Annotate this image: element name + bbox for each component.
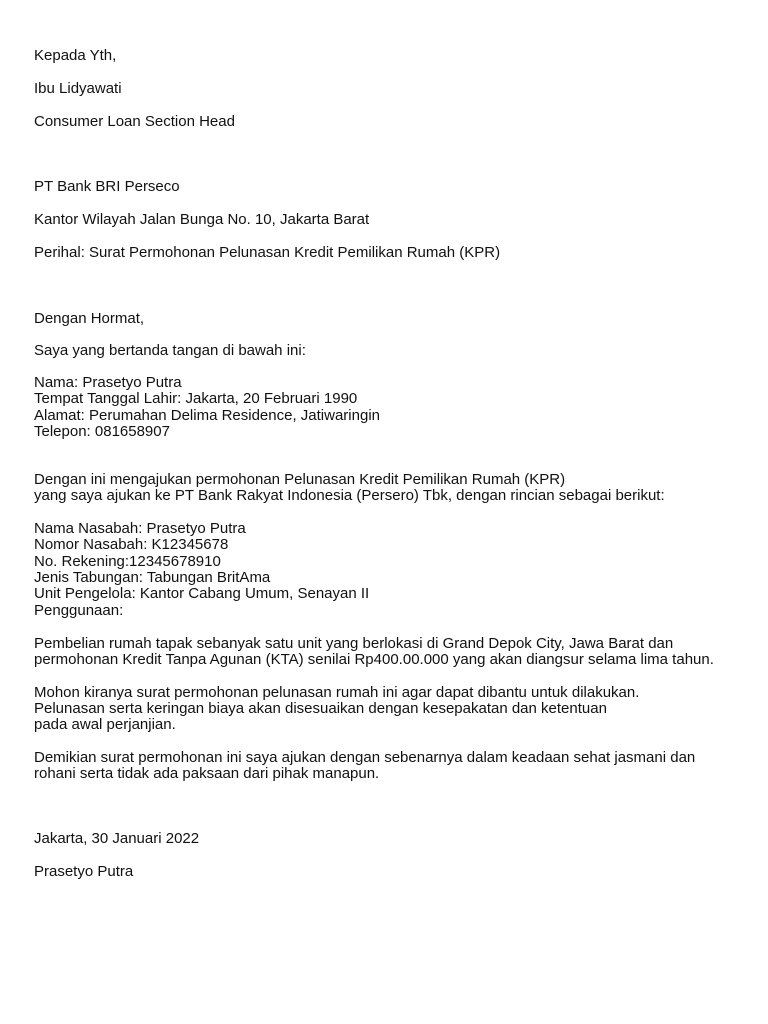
request-line-2: yang saya ajukan ke PT Bank Rakyat Indonesia (Persero) Tbk, dengan rincian sebagai berikut: <box>34 487 665 504</box>
recipient-name: Ibu Lidyawati <box>34 80 122 97</box>
detail-savings-type: Jenis Tabungan: Tabungan BritAma <box>34 569 271 586</box>
letter-date: Jakarta, 30 Januari 2022 <box>34 830 200 847</box>
recipient-address: Kantor Wilayah Jalan Bunga No. 10, Jakarta Barat <box>34 211 370 228</box>
usage-line-1: Pembelian rumah tapak sebanyak satu unit yang berlokasi di Grand Depok City, Jawa Barat dan <box>34 635 674 652</box>
signatory-name: Prasetyo Putra <box>34 863 134 880</box>
hope-line-1: Mohon kiranya surat permohonan pelunasan rumah ini agar dapat dibantu untuk dilakukan. <box>34 684 640 701</box>
hope-line-3: pada awal perjanjian. <box>34 716 176 733</box>
letter-subject: Perihal: Surat Permohonan Pelunasan Kredit Pemilikan Rumah (KPR) <box>34 244 501 261</box>
greeting: Dengan Hormat, <box>34 310 145 327</box>
request-line-1: Dengan ini mengajukan permohonan Pelunasan Kredit Pemilikan Rumah (KPR) <box>34 471 566 488</box>
closing-line-1: Demikian surat permohonan ini saya ajukan dengan sebenarnya dalam keadaan sehat jasmani dan <box>34 749 696 766</box>
applicant-name: Nama: Prasetyo Putra <box>34 374 182 391</box>
detail-usage-label: Penggunaan: <box>34 602 124 619</box>
recipient-position: Consumer Loan Section Head <box>34 113 235 130</box>
usage-line-2: permohonan Kredit Tanpa Agunan (KTA) senilai Rp400.00.000 yang akan diangsur selama lima tahun. <box>34 651 714 668</box>
detail-customer-number: Nomor Nasabah: K12345678 <box>34 536 229 553</box>
applicant-address: Alamat: Perumahan Delima Residence, Jatiwaringin <box>34 407 380 424</box>
intro-text: Saya yang bertanda tangan di bawah ini: <box>34 342 306 359</box>
recipient-salutation: Kepada Yth, <box>34 47 117 64</box>
closing-line-2: rohani serta tidak ada paksaan dari pihak manapun. <box>34 765 380 782</box>
detail-account-number: No. Rekening:12345678910 <box>34 553 221 570</box>
recipient-company: PT Bank BRI Perseco <box>34 178 180 195</box>
detail-managing-unit: Unit Pengelola: Kantor Cabang Umum, Senayan II <box>34 585 370 602</box>
hope-line-2: Pelunasan serta keringan biaya akan disesuaikan dengan kesepakatan dan ketentuan <box>34 700 607 717</box>
detail-customer-name: Nama Nasabah: Prasetyo Putra <box>34 520 246 537</box>
applicant-birth: Tempat Tanggal Lahir: Jakarta, 20 Februari 1990 <box>34 390 358 407</box>
applicant-phone: Telepon: 081658907 <box>34 423 170 440</box>
